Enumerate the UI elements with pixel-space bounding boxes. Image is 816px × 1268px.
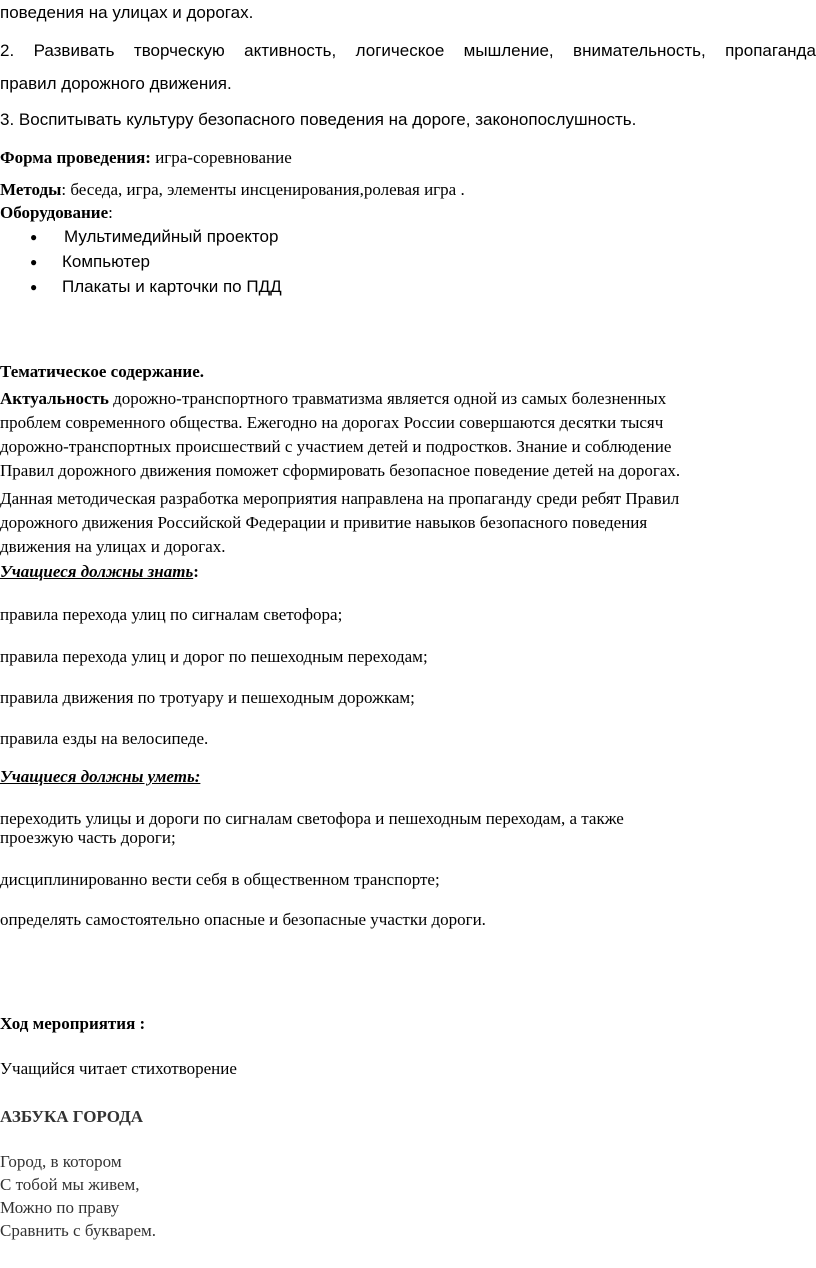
intro-line-0: поведения на улицах и дорогах. — [0, 3, 254, 22]
form-value: игра-соревнование — [150, 148, 292, 167]
equipment-label: Оборудование — [0, 203, 109, 222]
poem-title: АЗБУКА ГОРОДА — [0, 1107, 144, 1126]
bullet-icon: ● — [30, 230, 38, 244]
item2-word: активность, — [244, 41, 337, 60]
relevance-line-1 — [0, 388, 666, 410]
equipment-colon: : — [108, 203, 113, 222]
intro-item-2-cont: правил дорожного движения. — [0, 74, 232, 93]
poem-line: Город, в котором — [0, 1152, 122, 1171]
item2-word: мышление, — [463, 41, 554, 60]
course-heading: Ход мероприятия : — [0, 1014, 146, 1033]
intro-item-2 — [0, 40, 816, 62]
able-heading: Учащиеся должны уметь: — [0, 767, 201, 786]
relevance-line-2: проблем современного общества. Ежегодно на дорогах России совершаются десятки тысяч — [0, 413, 664, 432]
purpose-line-1: Данная методическая разработка мероприятия направлена на пропаганду среди ребят Правил — [0, 489, 680, 508]
poem-line: Можно по праву — [0, 1198, 120, 1217]
know-item: правила движения по тротуару и пешеходным дорожкам; — [0, 688, 415, 707]
know-item: правила езды на велосипеде. — [0, 729, 209, 748]
methods-label: Методы — [0, 180, 62, 199]
course-reader: Учащийся читает стихотворение — [0, 1059, 237, 1078]
poem-line: Сравнить с букварем. — [0, 1221, 156, 1240]
know-colon: : — [193, 562, 199, 581]
item2-word: творческую — [133, 41, 225, 60]
item2-word: Развивать — [33, 41, 115, 60]
bullet-icon: ● — [30, 255, 38, 269]
relevance-label: Актуальность — [0, 389, 109, 408]
bullet-icon: ● — [30, 280, 38, 294]
equipment-item: Компьютер — [62, 252, 150, 271]
relevance-text: дорожно-транспортного травматизма является одной из самых болезненных — [108, 389, 667, 408]
purpose-line-3: движения на улицах и дорогах. — [0, 537, 226, 556]
thematic-heading: Тематическое содержание. — [0, 362, 205, 381]
poem-line: С тобой мы живем, — [0, 1175, 140, 1194]
form-line — [0, 147, 292, 169]
able-item-1-line-2: проезжую часть дороги; — [0, 828, 176, 847]
item2-word: 2. — [0, 41, 15, 60]
purpose-line-2: дорожного движения Российской Федерации и привитие навыков безопасного поведения — [0, 513, 648, 532]
item2-word: пропаганда — [725, 41, 816, 60]
methods-value: : беседа, игра, элементы инсценирования,ролевая игра . — [61, 180, 465, 199]
able-item-3: определять самостоятельно опасные и безопасные участки дороги. — [0, 910, 486, 929]
methods-line — [0, 179, 465, 201]
know-heading: Учащиеся должны знать — [0, 562, 194, 581]
able-item-1-line-1: переходить улицы и дороги по сигналам светофора и пешеходным переходам, а также — [0, 809, 624, 828]
item2-word: логическое — [355, 41, 445, 60]
equipment-line — [0, 202, 113, 224]
able-item-2: дисциплинированно вести себя в общественном транспорте; — [0, 870, 440, 889]
intro-item-3: 3. Воспитывать культуру безопасного поведения на дороге, законопослушность. — [0, 110, 637, 129]
form-label: Форма проведения: — [0, 148, 151, 167]
equipment-item: Плакаты и карточки по ПДД — [62, 277, 282, 296]
item2-word: внимательность, — [573, 41, 706, 60]
relevance-line-4: Правил дорожного движения поможет сформировать безопасное поведение детей на дорогах. — [0, 461, 681, 480]
know-item: правила перехода улиц и дорог по пешеходным переходам; — [0, 647, 428, 666]
know-item: правила перехода улиц по сигналам светофора; — [0, 605, 343, 624]
equipment-item: Мультимедийный проектор — [64, 227, 279, 246]
know-heading-line — [0, 561, 199, 583]
relevance-line-3: дорожно-транспортных происшествий с участием детей и подростков. Знание и соблюдение — [0, 437, 672, 456]
